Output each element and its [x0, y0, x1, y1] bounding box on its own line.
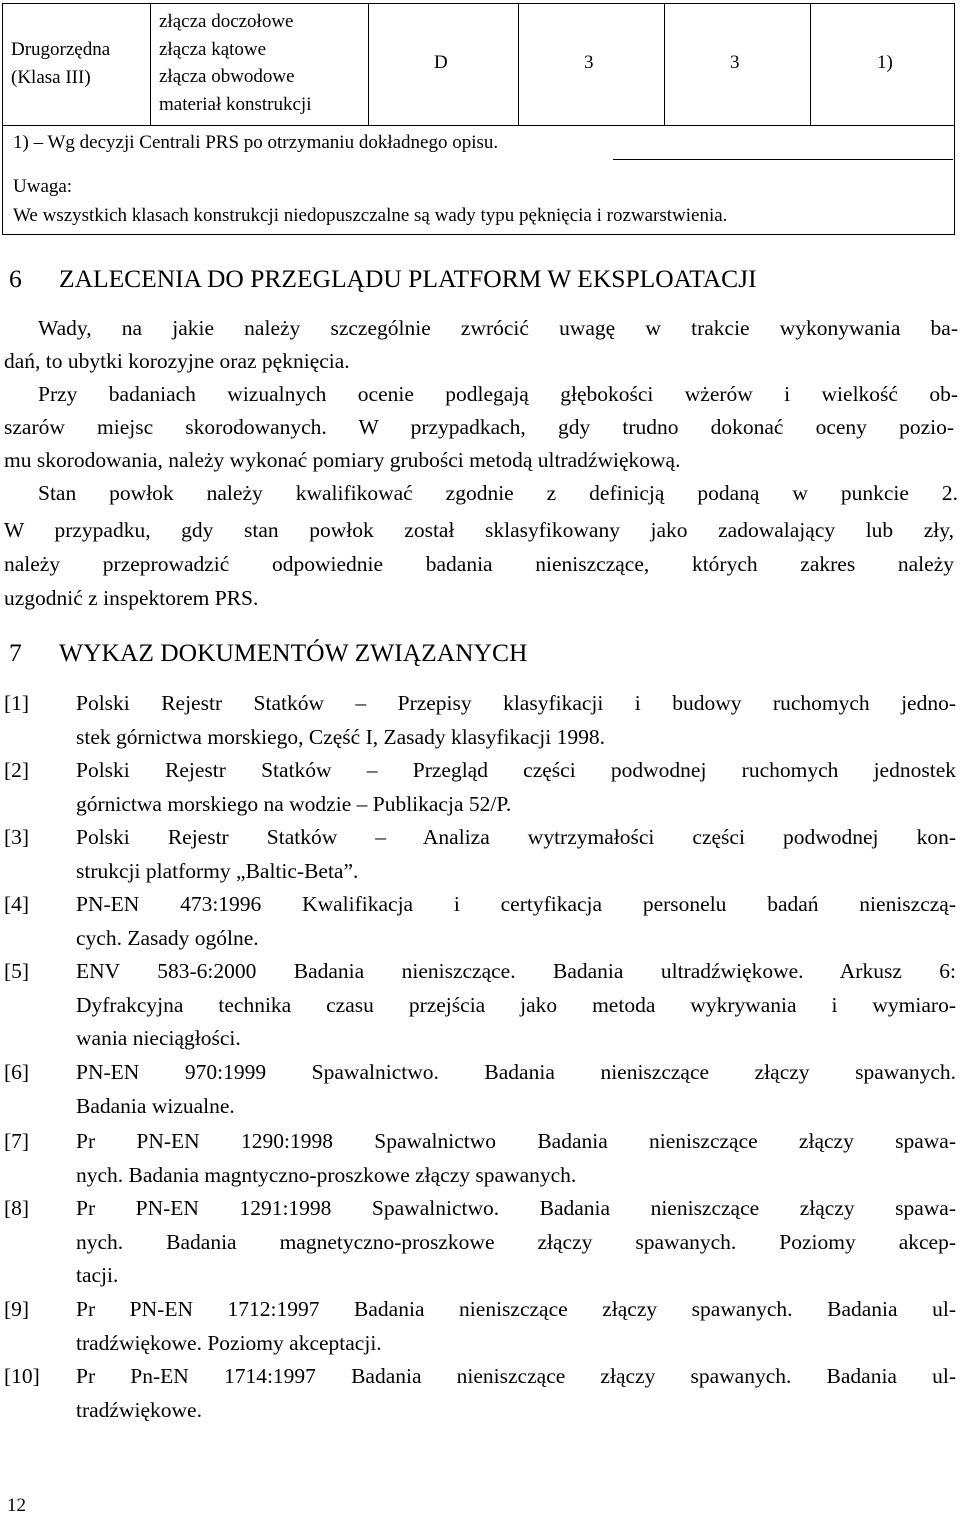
class-label-1: Drugorzędna: [11, 39, 111, 60]
reference-line: wania nieciągłości.: [76, 1026, 241, 1050]
joint-item: złącza obwodowe: [159, 66, 295, 87]
paragraph-line: uzgodnić z inspektorem PRS.: [4, 586, 259, 610]
table-cell-col4: 3: [519, 4, 665, 126]
table-box: [2, 3, 955, 235]
reference-line: strukcji platformy „Baltic-Beta”.: [76, 858, 359, 883]
section-6-line: [4, 444, 954, 477]
section-6-line: [4, 345, 954, 378]
reference-number: [8]: [4, 1196, 30, 1220]
reference-line: Dyfrakcyjna technika czasu przejścia jako metoda wykrywania i wymiaro-: [76, 992, 956, 1017]
paragraph-line: należy przeprowadzić odpowiednie badania nieniszczące, których zakres należy: [4, 552, 954, 576]
reference-line: tradźwiękowe.: [76, 1397, 202, 1422]
section-title: WYKAZ DOKUMENTÓW ZWIĄZANYCH: [59, 638, 528, 667]
reference-number: [2]: [4, 758, 30, 782]
footnote: 1) – Wg decyzji Centrali PRS po otrzymaniu dokładnego opisu.: [13, 132, 499, 153]
table-cell-col6: 1): [811, 4, 954, 126]
uwaga-label: Uwaga:: [13, 176, 73, 197]
class-label-2: (Klasa III): [11, 66, 91, 88]
section-6-heading: [9, 264, 757, 294]
reference-line: PN-EN 970:1999 Spawalnictwo. Badania nieniszczące złączy spawanych.: [76, 1060, 956, 1084]
reference-line: cych. Zasady ogólne.: [76, 925, 259, 950]
reference-line: Polski Rejestr Statków – Przepisy klasyfikacji i budowy ruchomych jedno-: [76, 691, 956, 715]
reference-line: tradźwiękowe. Poziomy akceptacji.: [76, 1330, 382, 1355]
reference-number: [9]: [4, 1297, 30, 1321]
reference-line: PN-EN 473:1996 Kwalifikacja i certyfikacja personelu badań nieniszczą-: [76, 892, 956, 916]
joint-item: złącza doczołowe: [159, 11, 294, 32]
reference-number: [5]: [4, 959, 30, 983]
reference-line: ENV 583-6:2000 Badania nieniszczące. Badania ultradźwiękowe. Arkusz 6:: [76, 959, 956, 983]
section-6-line: [4, 312, 958, 345]
paragraph-line: Stan powłok należy kwalifikować zgodnie z definicją podaną w punkcie 2.: [38, 481, 958, 505]
section-6-line: [4, 582, 954, 615]
uwaga-text: We wszystkich klasach konstrukcji niedopuszczalne są wady typu pęknięcia i rozwarstwienia.: [13, 205, 728, 226]
reference-number: [1]: [4, 691, 30, 715]
section-6-line: [4, 514, 954, 547]
section-6-line: [4, 411, 954, 444]
reference-line: Pr PN-EN 1290:1998 Spawalnictwo Badania nieniszczące złączy spawa-: [76, 1129, 956, 1153]
reference-line: nych. Badania magnetyczno-proszkowe złączy spawanych. Poziomy akcep-: [76, 1229, 956, 1254]
paragraph-line: Wady, na jakie należy szczególnie zwrócić uwagę w trakcie wykonywania ba-: [38, 316, 958, 340]
section-6-line: [4, 548, 954, 581]
section-number: 6: [9, 264, 22, 293]
reference-line: Badania wizualne.: [76, 1093, 235, 1118]
joint-item: złącza kątowe: [159, 38, 267, 60]
reference-line: górnictwa morskiego na wodzie – Publikacja 52/P.: [76, 791, 512, 816]
reference-number: [6]: [4, 1060, 30, 1084]
reference-number: [10]: [4, 1364, 40, 1388]
table-cell-joints: [151, 4, 369, 126]
reference-number: [4]: [4, 892, 30, 916]
section-7-heading: [9, 638, 527, 668]
section-title: ZALECENIA DO PRZEGLĄDU PLATFORM W EKSPLOATACJI: [59, 264, 757, 293]
divider: [613, 159, 953, 160]
reference-line: Polski Rejestr Statków – Przegląd części podwodnej ruchomych jednostek: [76, 758, 956, 782]
reference-line: Pr PN-EN 1712:1997 Badania nieniszczące złączy spawanych. Badania ul-: [76, 1297, 956, 1321]
table-cell-class: [3, 4, 151, 126]
paragraph-line: dań, to ubytki korozyjne oraz pęknięcia.: [4, 349, 350, 373]
section-6-line: [4, 477, 958, 510]
section-6-line: [4, 378, 958, 411]
paragraph-line: mu skorodowania, należy wykonać pomiary grubości metodą ultradźwiękową.: [4, 448, 681, 472]
reference-line: Pr PN-EN 1291:1998 Spawalnictwo. Badania nieniszczące złączy spawa-: [76, 1196, 956, 1220]
paragraph-line: szarów miejsc skorodowanych. W przypadkach, gdy trudno dokonać oceny pozio-: [4, 415, 954, 439]
reference-line: tacji.: [76, 1263, 119, 1287]
reference-line: nych. Badania magntyczno-proszkowe złączy spawanych.: [76, 1162, 577, 1187]
joint-item: materiał konstrukcji: [159, 93, 312, 115]
reference-number: [3]: [4, 825, 30, 849]
reference-number: [7]: [4, 1129, 30, 1153]
table-cell-col5: 3: [665, 4, 811, 126]
paragraph-line: Przy badaniach wizualnych ocenie podlegają głębokości wżerów i wielkość ob-: [38, 382, 958, 406]
table-cell-col3: D: [369, 4, 519, 126]
reference-line: Polski Rejestr Statków – Analiza wytrzymałości części podwodnej kon-: [76, 825, 956, 849]
paragraph-line: W przypadku, gdy stan powłok został sklasyfikowany jako zadowalający lub zły,: [4, 518, 954, 542]
reference-line: stek górnictwa morskiego, Część I, Zasady klasyfikacji 1998.: [76, 724, 605, 749]
page-number: 12: [7, 1495, 26, 1516]
reference-line: Pr Pn-EN 1714:1997 Badania nieniszczące złączy spawanych. Badania ul-: [76, 1364, 956, 1388]
section-number: 7: [9, 638, 22, 667]
